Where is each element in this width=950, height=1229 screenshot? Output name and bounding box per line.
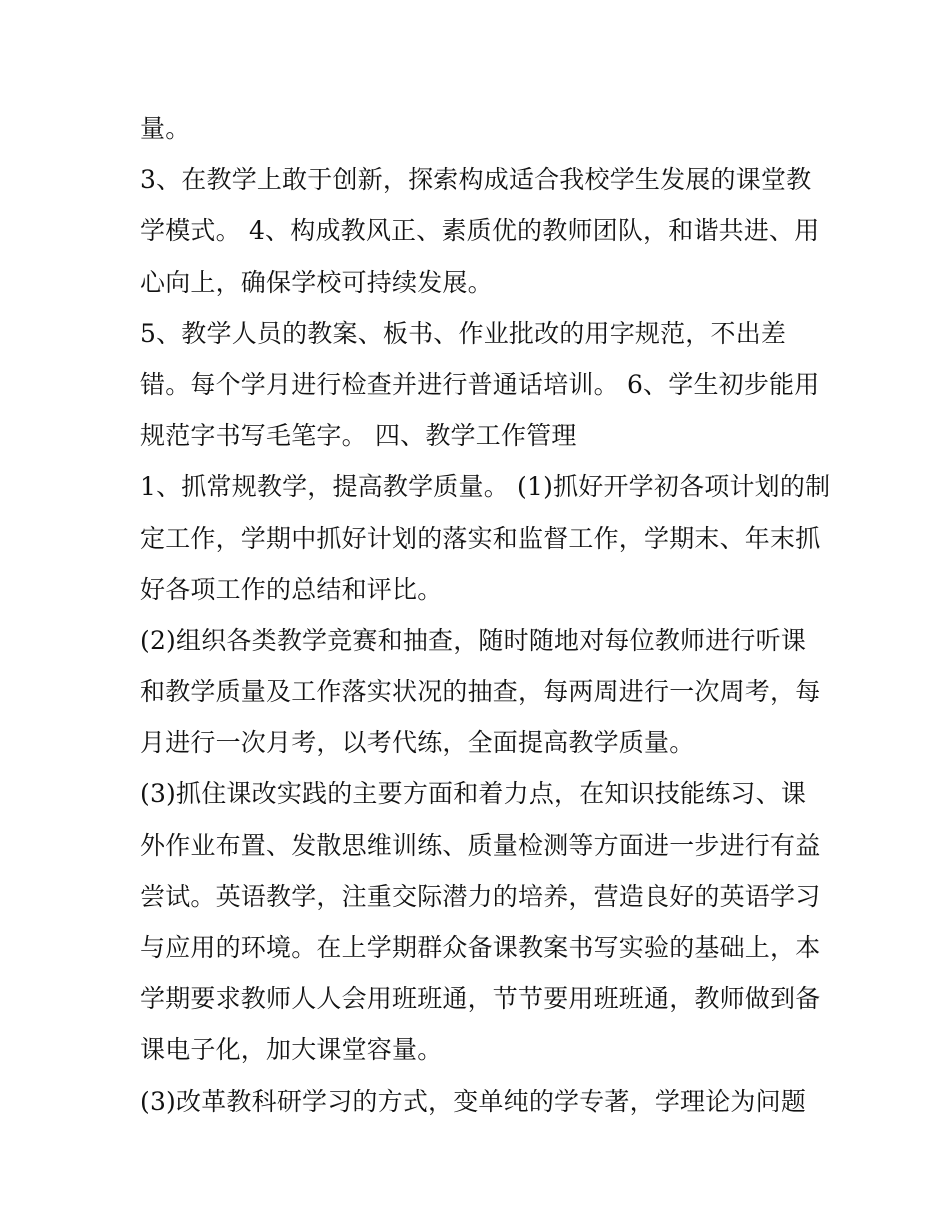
text-line: 课电子化，加大课堂容量。 bbox=[140, 1035, 443, 1065]
text-line: 规范字书写毛笔字。 四、教学工作管理 bbox=[140, 421, 577, 451]
text-line: 心向上，确保学校可持续发展。 bbox=[140, 267, 493, 297]
text-line: 5、教学人员的教案、板书、作业批改的用字规范，不出差 bbox=[140, 318, 787, 348]
text-line: (3)改革教科研学习的方式，变单纯的学专著，学理论为问题 bbox=[140, 1086, 807, 1116]
text-line: 1、抓常规教学，提高教学质量。 (1)抓好开学初各项计划的制 bbox=[140, 472, 831, 502]
text-line: (2)组织各类教学竞赛和抽查，随时随地对每位教师进行听课 bbox=[140, 625, 807, 655]
text-line: 定工作，学期中抓好计划的落实和监督工作，学期末、年末抓 bbox=[140, 523, 821, 553]
text-line: 月进行一次月考，以考代练，全面提高教学质量。 bbox=[140, 728, 695, 758]
text-line: 量。 bbox=[140, 114, 191, 143]
text-line: 外作业布置、发散思维训练、质量检测等方面进一步进行有益 bbox=[140, 830, 821, 860]
text-line: 和教学质量及工作落实状况的抽查，每两周进行一次周考，每 bbox=[140, 677, 821, 707]
text-line: 3、在教学上敢于创新，探索构成适合我校学生发展的课堂教 bbox=[140, 165, 812, 195]
text-line: 学模式。 4、构成教风正、素质优的教师团队，和谐共进、用 bbox=[140, 216, 820, 246]
text-line: (3)抓住课改实践的主要方面和着力点，在知识技能练习、课 bbox=[140, 779, 807, 809]
text-line: 好各项工作的总结和评比。 bbox=[140, 574, 443, 604]
text-line: 与应用的环境。在上学期群众备课教案书写实验的基础上，本 bbox=[140, 933, 821, 962]
text-line: 错。每个学月进行检查并进行普通话培训。 6、学生初步能用 bbox=[140, 369, 820, 399]
document-body bbox=[140, 108, 830, 1132]
text-line: 学期要求教师人人会用班班通，节节要用班班通，教师做到备 bbox=[140, 984, 821, 1014]
text-line: 尝试。英语教学，注重交际潜力的培养，营造良好的英语学习 bbox=[140, 881, 821, 911]
